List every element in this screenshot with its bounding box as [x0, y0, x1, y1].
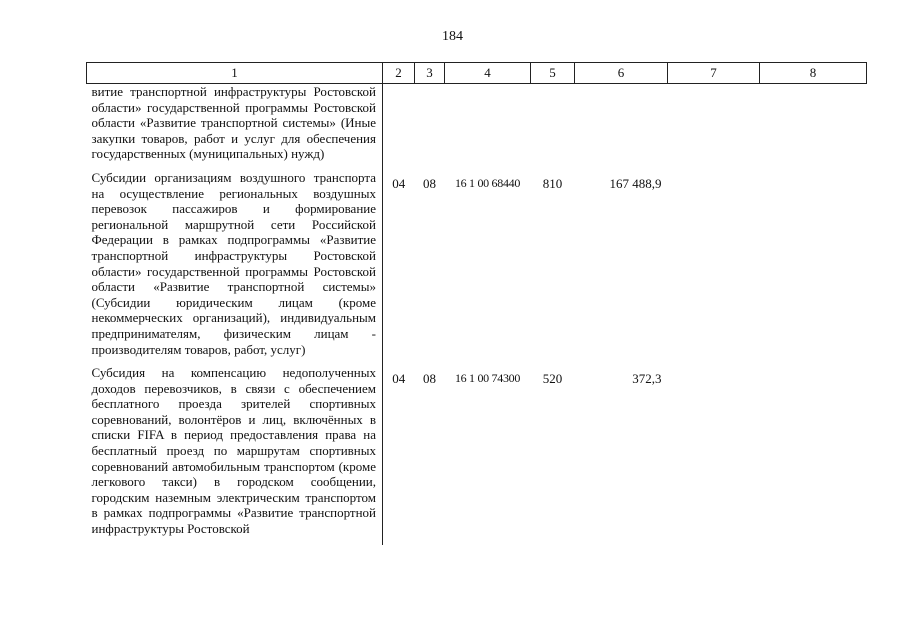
row-amount	[575, 84, 668, 170]
row-target-article: 16 1 00 68440	[454, 175, 521, 190]
row-col-8	[760, 365, 867, 545]
row-amount: 167 488,9	[609, 175, 662, 191]
header-row	[87, 63, 867, 84]
row-col-8	[760, 84, 867, 170]
row-col-7	[668, 84, 760, 170]
column-header-1: 1	[87, 63, 383, 84]
row-amount: 372,3	[632, 371, 662, 387]
row-expense-type	[531, 84, 575, 170]
row-target-article	[445, 84, 531, 170]
page-number: 184	[442, 29, 463, 44]
row-target-article: 16 1 00 74300	[454, 371, 521, 386]
column-header-3: 3	[415, 63, 445, 84]
row-expense-type: 810	[542, 175, 563, 191]
column-header-4: 4	[445, 63, 531, 84]
column-header-8: 8	[760, 63, 867, 84]
column-header-7: 7	[668, 63, 760, 84]
row-expense-type: 520	[542, 371, 563, 387]
row-col-7	[668, 365, 760, 545]
row-section	[383, 84, 415, 170]
table-row	[87, 170, 867, 365]
column-header-2: 2	[383, 63, 415, 84]
table-row	[87, 84, 867, 170]
row-col-7	[668, 170, 760, 365]
row-section: 04	[392, 371, 406, 387]
column-header-6: 6	[575, 63, 668, 84]
row-subsection: 08	[423, 175, 436, 191]
column-header-5: 5	[531, 63, 575, 84]
row-description: Субсидия на компенсацию недополученных доходов перевозчиков, в связи с обеспечением бесплатного проезда зрителей спортивных соревнований, волонтёров и лиц, включённых в списки FIFA в период предоставления права на бесплатный проезд по маршрутам спортивных соревнований автомобильным транспортом (кроме легкового такси) в городском сообщении, городским наземным электрическим транспортом в рамках подпрограммы «Развитие транспортной инфраструктуры Ростовской	[87, 365, 383, 545]
row-subsection: 08	[423, 371, 436, 387]
row-description: витие транспортной инфраструктуры Ростовской области» государственной программы Ростовской области «Развитие транспортной системы» (Иные закупки товаров, работ и услуг для обеспечения государственных (муниципальных) нужд)	[87, 84, 383, 170]
row-subsection	[415, 84, 445, 170]
row-section: 04	[392, 175, 406, 191]
budget-table	[86, 62, 867, 545]
row-col-8	[760, 170, 867, 365]
row-description: Субсидии организациям воздушного транспорта на осуществление региональных воздушных перевозок пассажиров и формирование региональной маршрутной сети Российской Федерации в рамках подпрограммы «Развитие транспортной инфраструктуры Ростовской области» государственной программы Ростовской области «Развитие транспортной системы» (Субсидии юридическим лицам (кроме некоммерческих организаций), индивидуальным предпринимателям, физическим лицам - производителям товаров, работ, услуг)	[87, 170, 383, 365]
table-row	[87, 365, 867, 545]
